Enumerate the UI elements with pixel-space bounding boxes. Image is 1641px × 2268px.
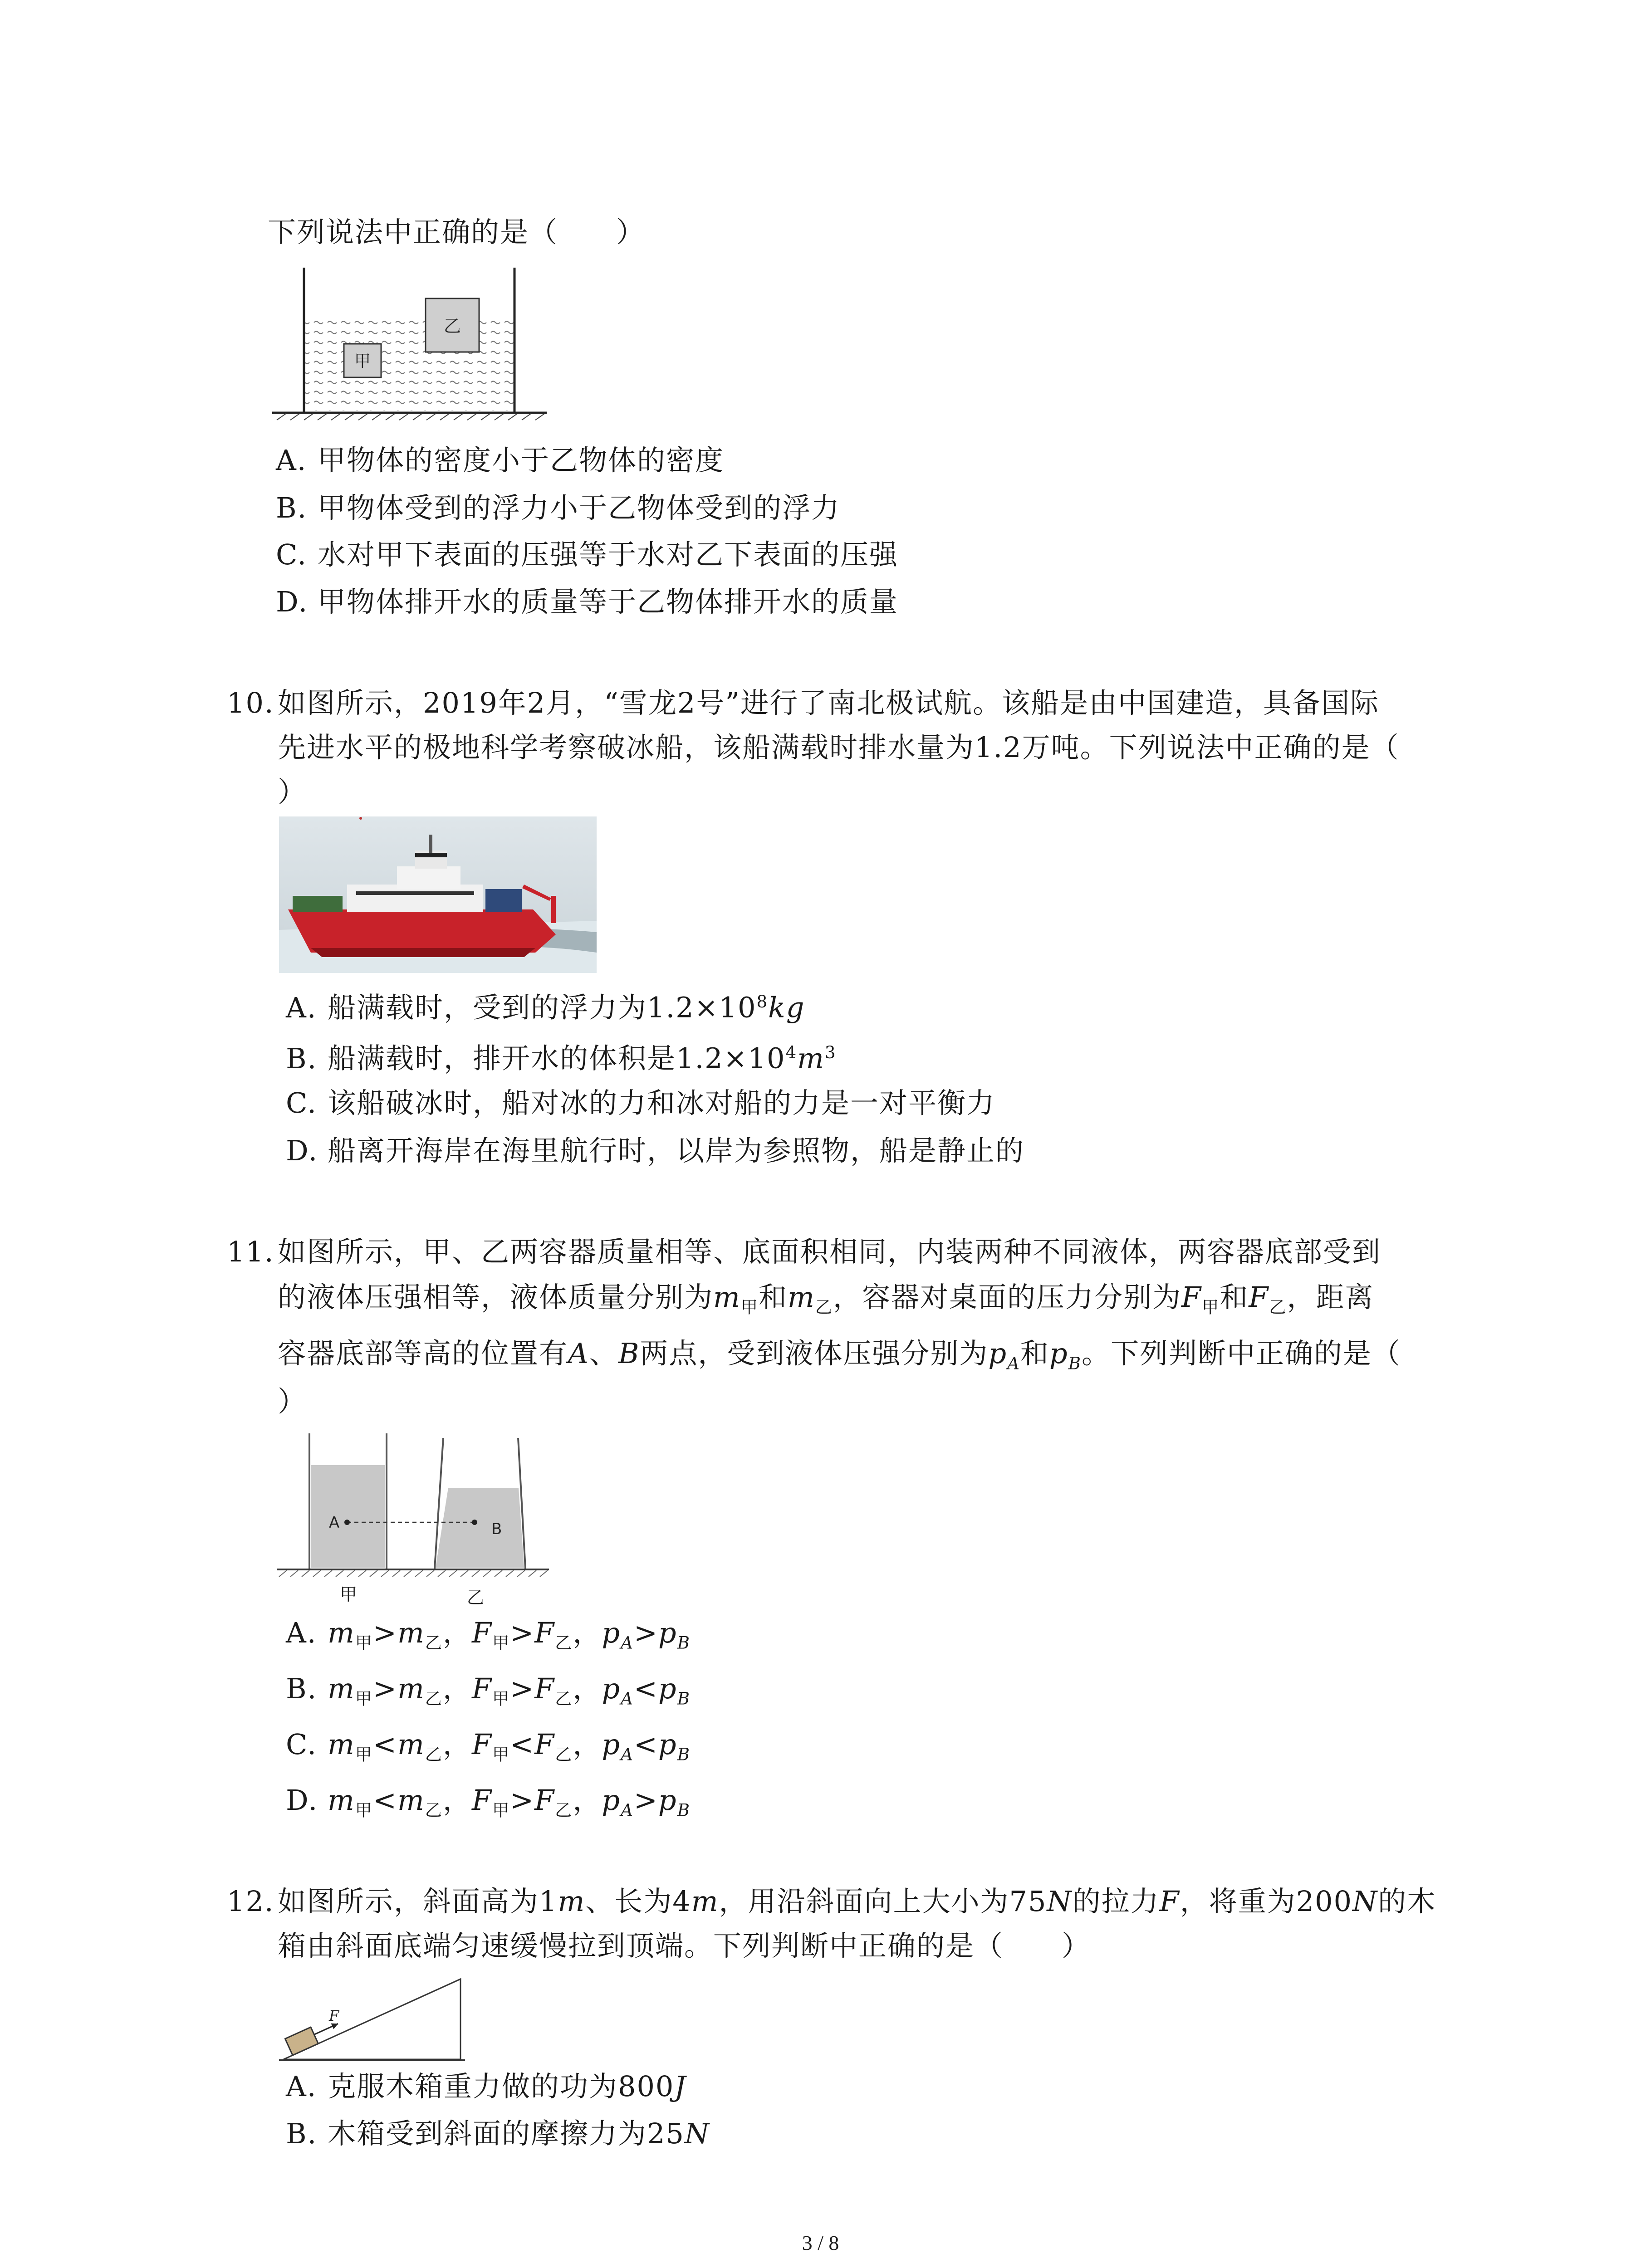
q11-point-a xyxy=(344,1520,350,1525)
q9-option-d: D. 甲物体排开水的质量等于乙物体排开水的质量 xyxy=(276,585,899,618)
q12-stem-line1: 12. 如图所示，斜面高为1m、长为4m，用沿斜面向上大小为75N的拉力F，将重为200N的木 xyxy=(227,1885,1436,1918)
q12-option-a: A. 克服木箱重力做的功为800J xyxy=(286,2070,687,2103)
q12-stem-line2: 箱由斜面底端匀速缓慢拉到顶端。下列判断中正确的是（ ） xyxy=(278,1929,1091,1962)
q11-option-d: D. $m_甲<m_乙$，$F_甲>F_乙$，$p_A>p_B$ xyxy=(286,1784,691,1820)
q9-option-a: A. 甲物体的密度小于乙物体的密度 xyxy=(276,444,725,477)
q11-option-c: C. $m_甲<m_乙$，$F_甲<F_乙$，$p_A<p_B$ xyxy=(286,1728,691,1765)
q12-incline-figure xyxy=(279,1975,470,2066)
q11-fig-label-jia: 甲 xyxy=(339,1584,358,1604)
q11-fig-label-a: A xyxy=(329,1514,340,1532)
q9-stem: 下列说法中正确的是（ ） xyxy=(268,215,646,249)
q12-fig-label-f: F xyxy=(329,2007,339,2024)
q9-container-figure xyxy=(272,268,554,431)
q10-option-d: D. 船离开海岸在海里航行时，以岸为参照物，船是静止的 xyxy=(286,1134,1025,1167)
q11-option-b: B. $m_甲>m_乙$，$F_甲>F_乙$，$p_A<p_B$ xyxy=(286,1672,691,1709)
q11-stem-line4: ） xyxy=(278,1385,307,1418)
q10-option-b: B. 船满载时，排开水的体积是$1.2\times 10^4m^3$ xyxy=(286,1041,837,1075)
q11-stem-line3: 容器底部等高的位置有A、B两点，受到液体压强分别为$p_A$和$p_B$。下列判断中正确的是（ xyxy=(278,1337,1401,1374)
q12-option-b: B. 木箱受到斜面的摩擦力为25N xyxy=(286,2117,710,2150)
q11-stem-line1: 11. 如图所示，甲、乙两容器质量相等、底面积相同，内装两种不同液体，两容器底部受到 xyxy=(227,1235,1381,1268)
q11-fig-label-yi: 乙 xyxy=(466,1588,485,1606)
q10-option-c: C. 该船破冰时，船对冰的力和冰对船的力是一对平衡力 xyxy=(286,1086,996,1119)
q9-option-c: C. 水对甲下表面的压强等于水对乙下表面的压强 xyxy=(276,538,899,571)
q10-stem-line1: 10. 如图所示，2019年2月，“雪龙2号”进行了南北极试航。该船是由中国建造，具备国际 xyxy=(227,686,1380,719)
q10-option-a: A. 船满载时，受到的浮力为$1.2\times 10^8kg$ xyxy=(286,991,805,1024)
q11-option-a: A. $m_甲>m_乙$，$F_甲>F_乙$，$p_A>p_B$ xyxy=(286,1616,691,1653)
q9-fig-label-yi: 乙 xyxy=(443,316,461,336)
q10-stem-line2: 先进水平的极地科学考察破冰船，该船满载时排水量为1.2万吨。下列说法中正确的是（ xyxy=(278,731,1400,764)
q11-point-b xyxy=(472,1520,477,1525)
q11-containers-figure xyxy=(277,1433,558,1606)
q11-fig-label-b: B xyxy=(491,1520,502,1538)
q12-wooden-box xyxy=(285,2027,318,2055)
q11-stem-line2: 的液体压强相等，液体质量分别为$m_甲$和$m_乙$，容器对桌面的压力分别为$F_甲$和$F_乙$，距离 xyxy=(278,1281,1374,1317)
q10-icebreaker-photo xyxy=(279,816,597,973)
q9-fig-label-jia: 甲 xyxy=(354,352,371,371)
q9-option-b: B. 甲物体受到的浮力小于乙物体受到的浮力 xyxy=(276,491,841,524)
page-number: 3 / 8 xyxy=(802,2231,839,2254)
q10-stem-line3: ） xyxy=(278,775,307,808)
